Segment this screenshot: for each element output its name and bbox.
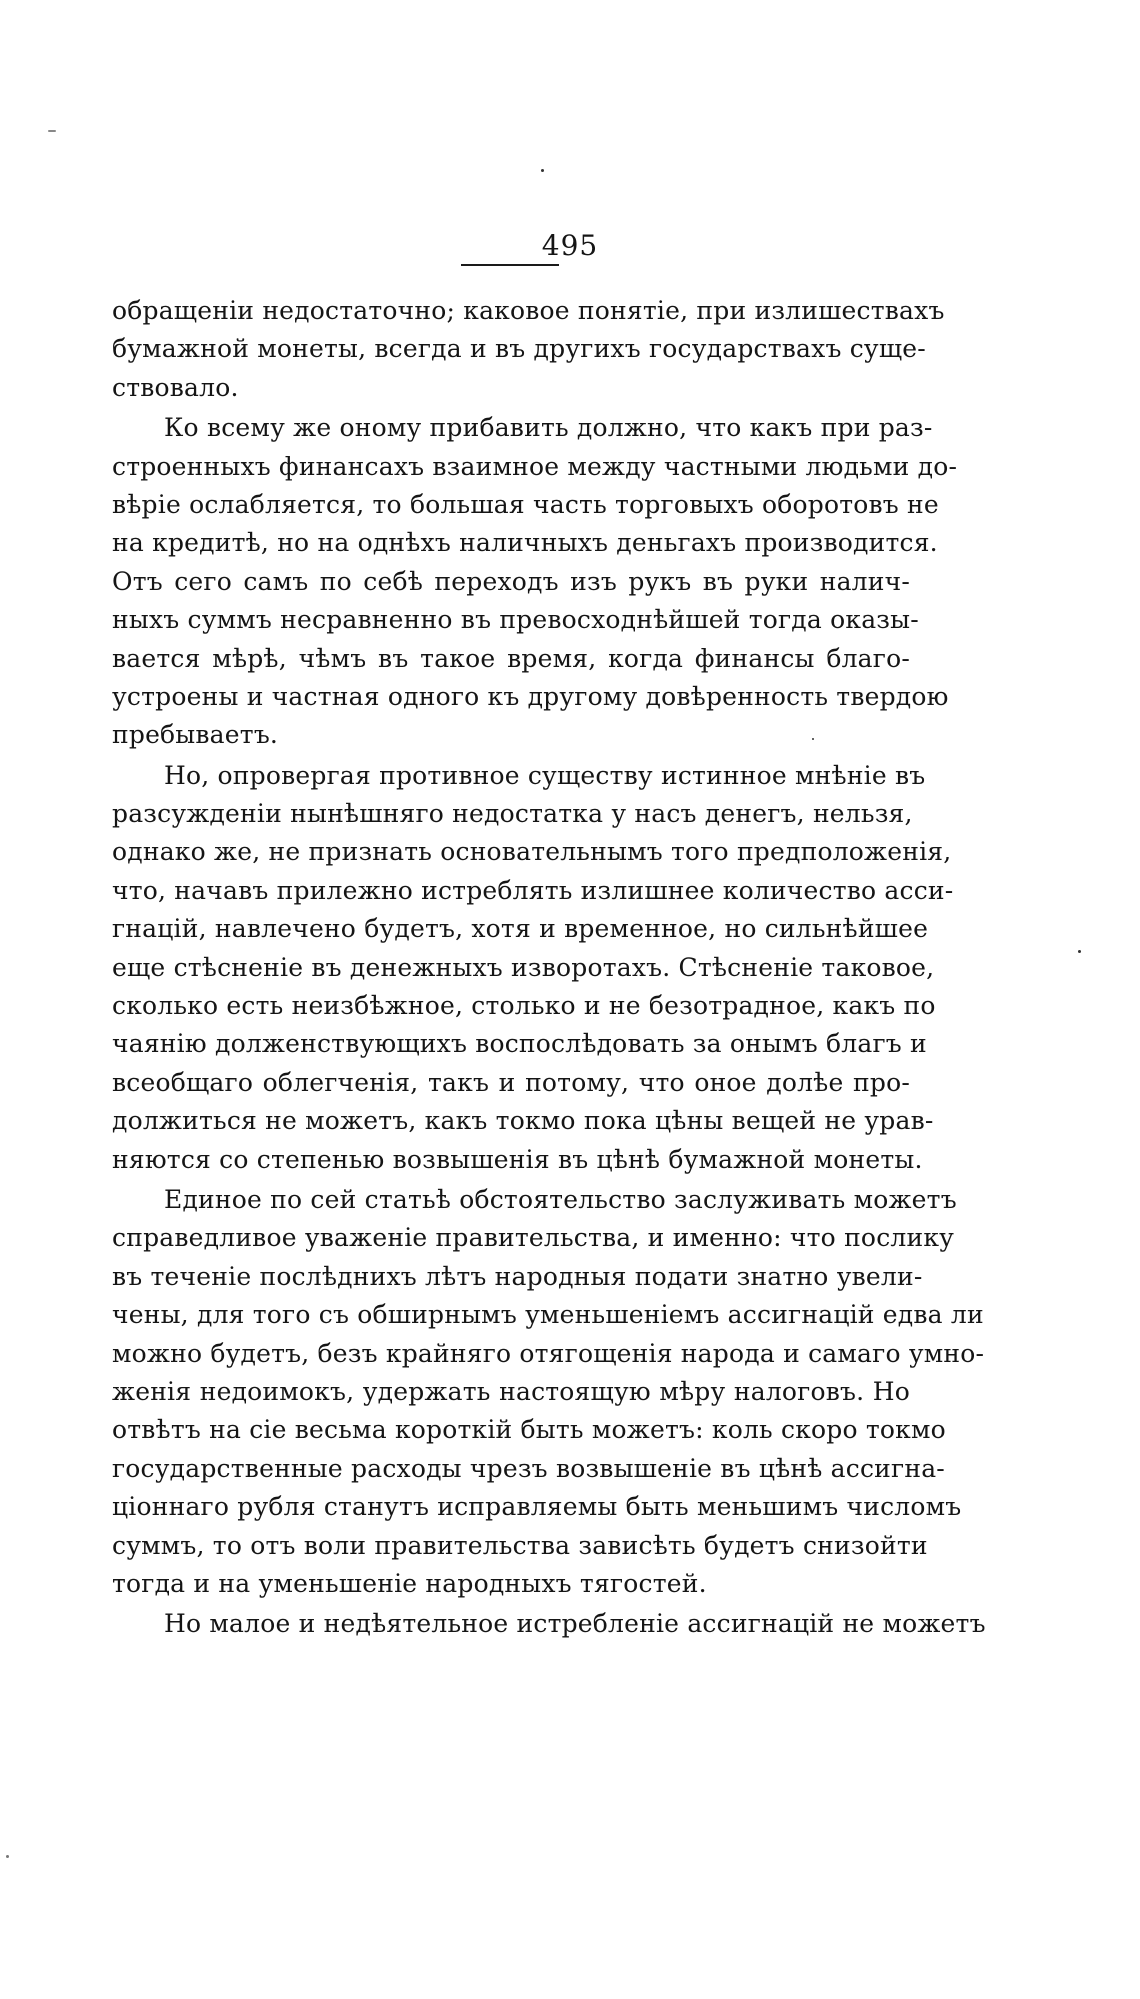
body-text xyxy=(112,292,986,1644)
page-number-underline xyxy=(461,264,559,266)
text-line: Ко всему же оному прибавить должно, что какъ при раз- xyxy=(164,413,933,443)
text-line: бумажной монеты, всегда и въ другихъ государствахъ суще- xyxy=(112,334,926,364)
paragraph xyxy=(112,757,954,1179)
paragraph xyxy=(112,292,945,407)
text-line: можно будетъ, безъ крайняго отягощенія народа и самаго умно- xyxy=(112,1338,985,1368)
text-line: справедливое уваженіе правительства, и именно: что послику xyxy=(112,1223,955,1253)
text-line: должиться не можетъ, какъ токмо пока цѣны вещей не урав- xyxy=(112,1106,934,1136)
text-line: вѣріе ослабляется, то большая часть торговыхъ оборотовъ не xyxy=(112,489,939,519)
text-line: гнацій, навлечено будетъ, хотя и временное, но сильнѣйшее xyxy=(112,914,929,944)
paragraph xyxy=(112,1181,985,1603)
scan-speck xyxy=(48,130,56,132)
text-line: женія недоимокъ, удержать настоящую мѣру налоговъ. Но xyxy=(112,1376,910,1406)
text-line: въ теченіе послѣднихъ лѣтъ народныя подати знатно увели- xyxy=(112,1261,923,1291)
text-line: вается мѣрѣ, чѣмъ въ такое время, когда финансы благо- xyxy=(112,643,910,673)
text-line: Но, опровергая противное существу истинное мнѣніе въ xyxy=(164,760,926,790)
text-line: устроены и частная одного къ другому довѣренность твердою xyxy=(112,681,949,711)
text-line: сколько есть неизбѣжное, столько и не безотрадное, какъ по xyxy=(112,991,936,1021)
text-line: чаянію долженствующихъ воспослѣдовать за онымъ благъ и xyxy=(112,1029,927,1059)
scan-speck xyxy=(541,169,544,172)
text-line: отвѣтъ на сіе весьма короткій быть можетъ: коль скоро токмо xyxy=(112,1415,946,1445)
page-number: 495 xyxy=(541,229,599,262)
text-line: Но малое и недѣятельное истребленіе ассигнацій не можетъ xyxy=(164,1609,986,1639)
paragraph xyxy=(112,409,958,755)
scan-speck xyxy=(6,1855,9,1858)
text-line: строенныхъ финансахъ взаимное между частными людьми до- xyxy=(112,451,958,481)
text-line: разсужденіи нынѣшняго недостатка у насъ денегъ, нельзя, xyxy=(112,799,913,829)
scan-speck xyxy=(1078,950,1081,953)
text-line: Отъ сего самъ по себѣ переходъ изъ рукъ въ руки налич- xyxy=(112,566,910,596)
text-line: ціоннаго рубля станутъ исправляемы быть меньшимъ числомъ xyxy=(112,1492,962,1522)
text-line: на кредитѣ, но на однѣхъ наличныхъ деньгахъ производится. xyxy=(112,528,938,558)
text-line: суммъ, то отъ воли правительства зависѣть будетъ снизойти xyxy=(112,1530,928,1560)
text-line: чены, для того съ обширнымъ уменьшеніемъ ассигнацій едва ли xyxy=(112,1300,984,1330)
text-line: что, начавъ прилежно истреблять излишнее количество асси- xyxy=(112,875,954,905)
text-line: всеобщаго облегченія, такъ и потому, что оное долѣе про- xyxy=(112,1067,910,1097)
scan-speck xyxy=(812,738,814,740)
text-line: пребываетъ. xyxy=(112,720,279,750)
text-line: ствовало. xyxy=(112,372,239,402)
text-line: обращеніи недостаточно; каковое понятіе, при излишествахъ xyxy=(112,296,945,325)
text-line: Единое по сей статьѣ обстоятельство заслуживать можетъ xyxy=(164,1184,957,1214)
text-line: государственные расходы чрезъ возвышеніе въ цѣнѣ ассигна- xyxy=(112,1453,945,1483)
text-line: ныхъ суммъ несравненно въ превосходнѣйшей тогда оказы- xyxy=(112,605,919,635)
text-line: няются со степенью возвышенія въ цѣнѣ бумажной монеты. xyxy=(112,1144,923,1174)
paragraph xyxy=(112,1605,986,1643)
text-line: однако же, не признать основательнымъ того предположенія, xyxy=(112,837,952,867)
text-line: еще стѣсненіе въ денежныхъ изворотахъ. Стѣсненіе таковое, xyxy=(112,952,935,982)
text-line: тогда и на уменьшеніе народныхъ тягостей. xyxy=(112,1568,707,1598)
